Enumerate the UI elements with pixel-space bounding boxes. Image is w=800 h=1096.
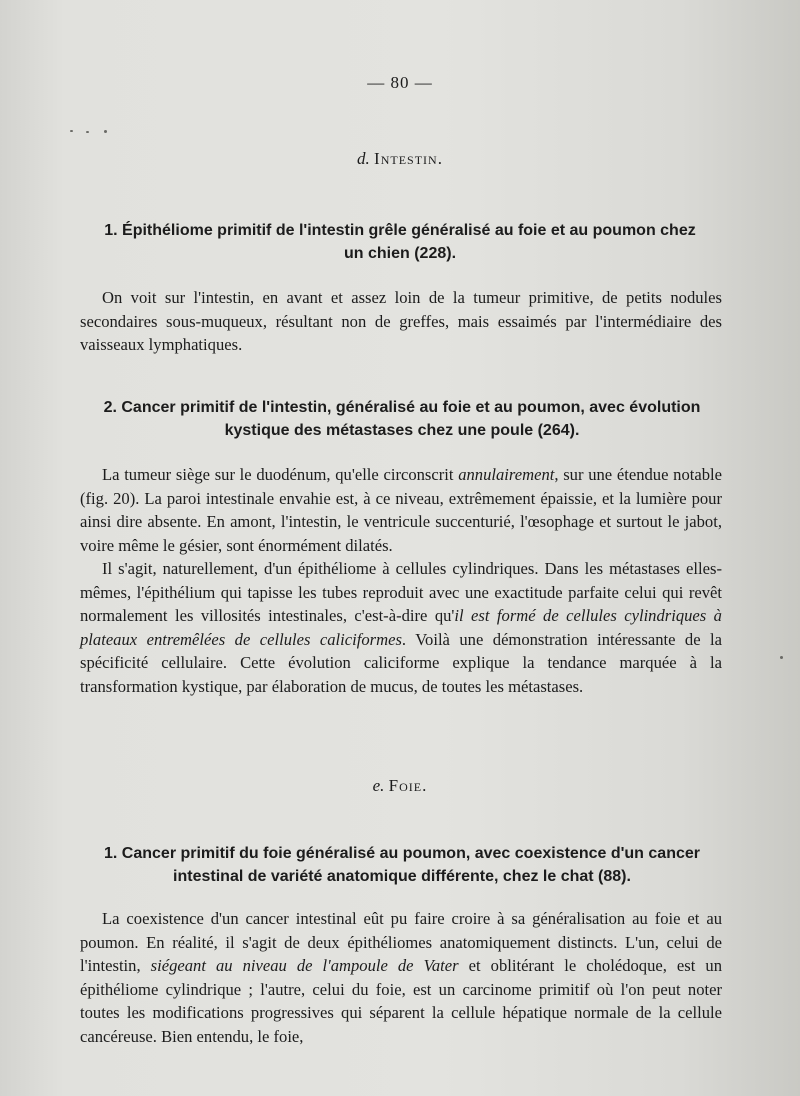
text-run: , sur une étendue notable (fig. 20). La paroi intestinale envahie est, à ce niveau, extrêmement épaissie, et la lumière pour ainsi dire absente. En amont, l'intestin, le ventricule succenturié, l'œsophage et surtout le jabot, voire même le gésier, sont énormément dilatés. (80, 465, 722, 555)
text-run: Il s'agit, naturellement, d'un épithéliome à cellules cylindriques. Dans les métastases elles-mêmes, l'épithélium qui tapisse les tubes reproduit avec une exactitude parfaite celui qui revêt normalement les villosités intestinales, c'est-à-dire qu' (80, 559, 722, 625)
section-letter: e. (372, 776, 385, 795)
ink-speck (86, 131, 89, 133)
ink-speck (70, 130, 73, 132)
italic-run: il est (454, 606, 490, 625)
section-letter: d. (357, 149, 370, 168)
section-title-intestin (0, 149, 800, 169)
case-heading (78, 842, 726, 888)
text-run: . Voilà une démonstration intéressante de la spécificité cellulaire. Cette évolution caliciforme explique la tendance marquée à la transformation kystique, par élaboration de mucus, de toutes les métastases. (80, 629, 722, 696)
ink-speck (780, 656, 783, 659)
italic-run: formé de cellules cylindriques à plateaux entremêlées de cellules caliciformes (80, 606, 722, 649)
paragraph: On voit sur l'intestin, en avant et assez loin de la tumeur primitive, de petits nodules secondaires sous-muqueux, résultant non de greffes, mais essaimés par l'intermédiaire des vaisseaux lymphatiques. (80, 288, 722, 354)
case-body (80, 286, 722, 357)
section-name: Foie. (388, 776, 428, 795)
text-run: La tumeur siège sur le duodénum, qu'elle circonscrit (102, 465, 459, 484)
italic-run: siégeant au niveau de l'ampoule de Vater (150, 956, 459, 975)
paragraph (80, 557, 722, 698)
case-body (80, 463, 722, 698)
section-name: Intestin. (374, 149, 443, 168)
case-heading (100, 219, 700, 265)
case-heading-text: 1. Cancer primitif du foie généralisé au poumon, avec coexistence d'un cancer intestinal de variété anatomique différente, chez le chat (88). (104, 845, 700, 885)
page-number: — 80 — (367, 73, 433, 92)
ink-speck (104, 130, 107, 133)
text-run: et oblitérant le cholédoque, est un épithéliome cylindrique ; l'autre, celui du foie, est un carcinome primitif où l'on peut noter toutes les modifications progressives qui séparent la cellule hépatique normale de la cellule cancéreuse. Bien entendu, le foie, (80, 956, 722, 1046)
case-heading (78, 396, 726, 442)
case-heading-text: 1. Épithéliome primitif de l'intestin grêle généralisé au foie et au poumon chez un chien (228). (104, 222, 696, 262)
paragraph (80, 907, 722, 1048)
section-title-foie (0, 776, 800, 796)
case-body (80, 907, 722, 1048)
italic-run: annulairement (458, 465, 555, 484)
text-run: La coexistence d'un cancer intestinal eût pu faire croire à sa généralisation au foie et au poumon. En réalité, il s'agit de deux épithéliomes anatomiquement distincts. L'un, celui de l'intestin, (80, 909, 722, 975)
paragraph (80, 463, 722, 557)
case-heading-text: 2. Cancer primitif de l'intestin, généralisé au foie et au poumon, avec évolution kystique des métastases chez une poule (264). (103, 399, 701, 439)
